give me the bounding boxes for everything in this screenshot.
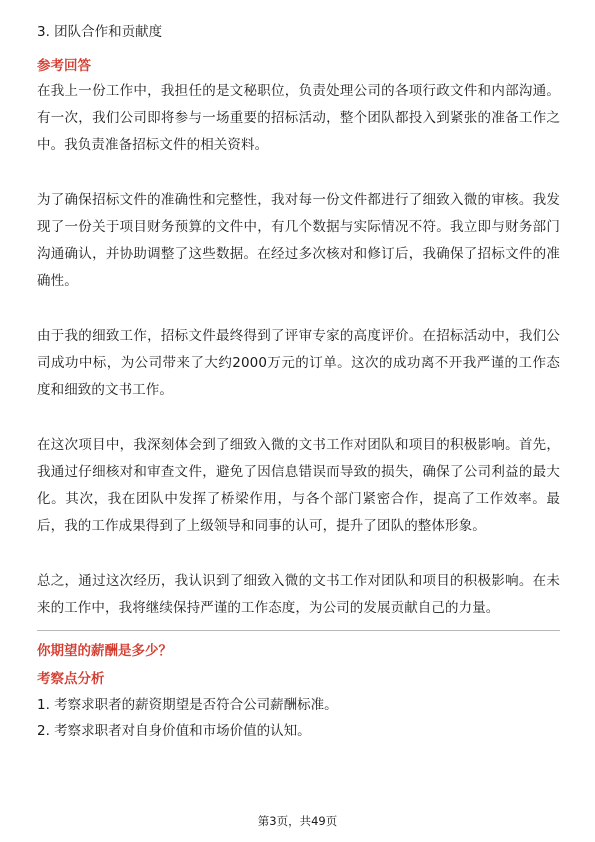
analysis-label: 考察点分析 (37, 671, 105, 687)
section-divider (37, 630, 560, 631)
section-heading: 3. 团队合作和贡献度 (37, 24, 163, 40)
analysis-item-1: 1. 考察求职者的薪资期望是否符合公司薪酬标准。 (37, 697, 338, 713)
answer-paragraph-4: 在这次项目中，我深刻体会到了细致入微的文书工作对团队和项目的积极影响。首先，我通过仔细核对和审查文件，避免了因信息错误而导致的损失，确保了公司利益的最大化。其次，我在团队中发挥了桥梁作用，与各个部门紧密合作，提高了工作效率。最后，我的工作成果得到了上级领导和同事的认可，提升了团队的整体形象。 (37, 437, 560, 534)
question-title: 你期望的薪酬是多少？ (37, 643, 172, 659)
analysis-item-2: 2. 考察求职者对自身价值和市场价值的认知。 (37, 723, 311, 739)
answer-paragraph-2: 为了确保招标文件的准确性和完整性，我对每一份文件都进行了细致入微的审核。我发现了一份关于项目财务预算的文件中，有几个数据与实际情况不符。我立即与财务部门沟通确认，并协助调整了这些数据。在经过多次核对和修订后，我确保了招标文件的准确性。 (37, 192, 560, 289)
answer-paragraph-1: 在我上一份工作中，我担任的是文秘职位，负责处理公司的各项行政文件和内部沟通。有一次，我们公司即将参与一场重要的招标活动，整个团队都投入到紧张的准备工作之中。我负责准备招标文件的相关资料。 (37, 83, 560, 153)
page-content (37, 22, 560, 741)
answer-paragraph-5: 总之，通过这次经历，我认识到了细致入微的文书工作对团队和项目的积极影响。在未来的工作中，我将继续保持严谨的工作态度，为公司的发展贡献自己的力量。 (37, 573, 560, 616)
page-footer: 第3页，共49页 (257, 814, 338, 828)
answer-paragraph-3: 由于我的细致工作，招标文件最终得到了评审专家的高度评价。在招标活动中，我们公司成功中标，为公司带来了大约2000万元的订单。这次的成功离不开我严谨的工作态度和细致的文书工作。 (37, 328, 560, 398)
answer-label: 参考回答 (37, 58, 91, 74)
